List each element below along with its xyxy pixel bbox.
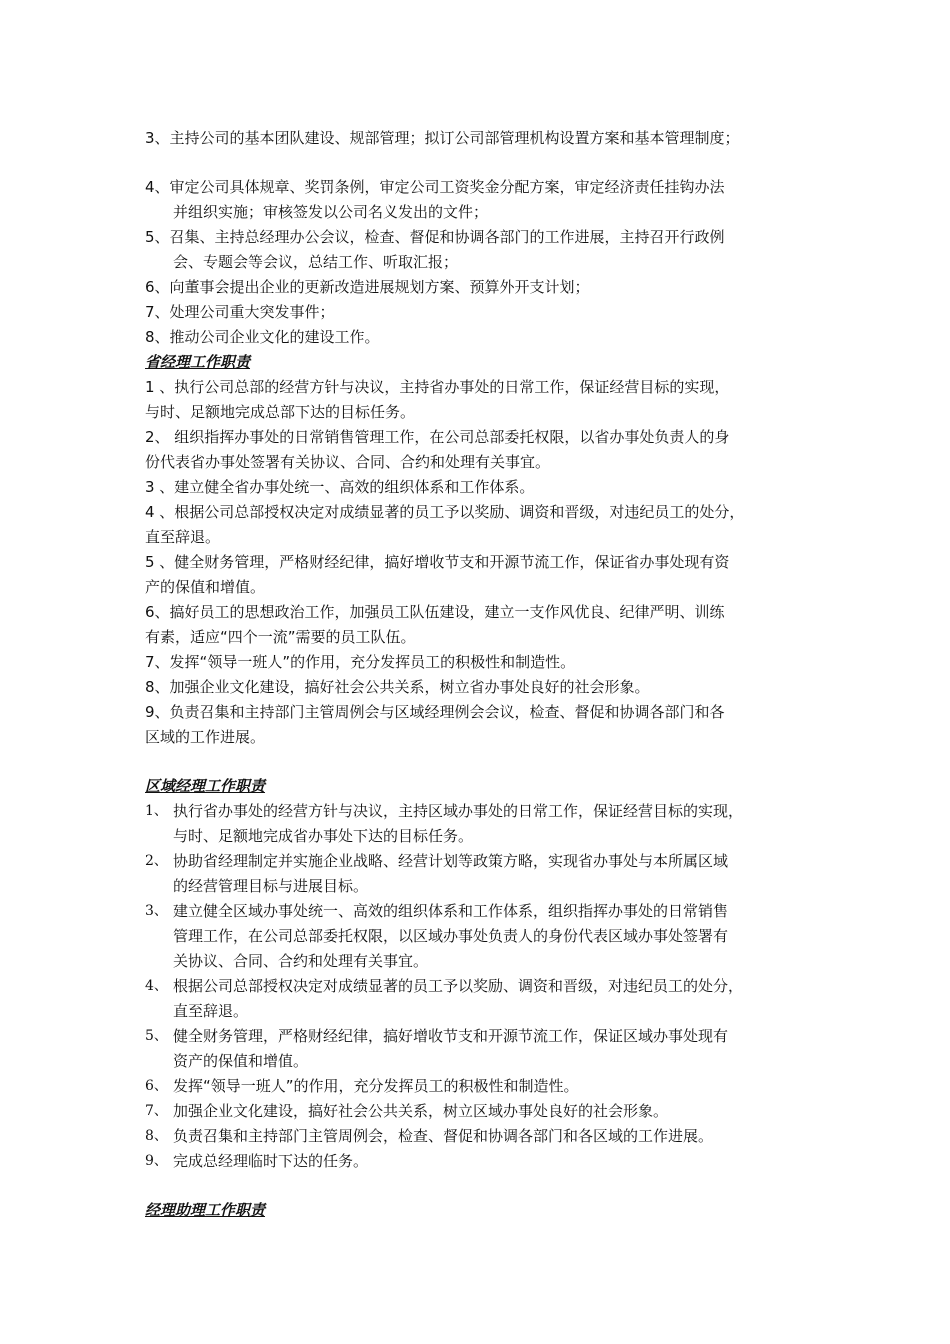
list-item: 4 、根据公司总部授权决定对成绩显著的员工予以奖励、调资和晋级，对违纪员工的处分， 直至辞退。	[145, 503, 745, 546]
list-number: 3、	[145, 903, 168, 919]
list-item: 6、 发挥“领导一班人”的作用，充分发挥员工的积极性和制造性。	[145, 1074, 825, 1099]
list-item: 8、加强企业文化建设，搞好社会公共关系，树立省办事处良好的社会形象。	[145, 678, 650, 696]
list-item: 3、 建立健全区域办事处统一、高效的组织体系和工作体系，组织指挥办事处的日常销售 管理工作，在公司总部委托权限，以区域办事处负责人的身份代表区域办事处签署有 关协议、合同、合约和处理有关事宜。	[145, 899, 825, 974]
section-heading: 省经理工作职责	[145, 353, 251, 371]
list-item: 8、 负责召集和主持部门主管周例会，检查、督促和协调各部门和各区域的工作进展。	[145, 1124, 825, 1149]
list-number: 1、	[145, 803, 168, 819]
section-heading: 经理助理工作职责	[145, 1201, 266, 1219]
list-item: 3、主持公司的基本团队建设、规部管理；拟订公司部管理机构设置方案和基本管理制度；	[145, 129, 740, 147]
list-item: 1、 执行省办事处的经营方针与决议，主持区域办事处的日常工作，保证经营目标的实现， 与时、足额地完成省办事处下达的目标任务。	[145, 799, 825, 849]
list-item: 7、发挥“领导一班人”的作用，充分发挥员工的积极性和制造性。	[145, 653, 576, 671]
list-item: 2、 组织指挥办事处的日常销售管理工作，在公司总部委托权限，以省办事处负责人的身 份代表省办事处签署有关协议、合同、合约和处理有关事宜。	[145, 428, 730, 471]
list-item: 7、 加强企业文化建设，搞好社会公共关系，树立区域办事处良好的社会形象。	[145, 1099, 825, 1124]
list-item: 4、审定公司具体规章、奖罚条例，审定公司工资奖金分配方案，审定经济责任挂钩办法 并组织实施；审核签发以公司名义发出的文件；	[145, 178, 725, 221]
list-item: 6、向董事会提出企业的更新改造进展规划方案、预算外开支计划；	[145, 278, 590, 296]
list-number: 9、	[145, 1153, 168, 1169]
province-manager-duties	[145, 350, 825, 750]
list-item: 5、召集、主持总经理办公会议，检查、督促和协调各部门的工作进展，主持召开行政例 会、专题会等会议，总结工作、听取汇报；	[145, 228, 725, 271]
regional-manager-duties	[145, 774, 825, 1174]
list-item: 3 、建立健全省办事处统一、高效的组织体系和工作体系。	[145, 478, 535, 496]
list-item: 7、处理公司重大突发事件；	[145, 303, 335, 321]
list-item: 9、 完成总经理临时下达的任务。	[145, 1149, 825, 1174]
list-item: 8、推动公司企业文化的建设工作。	[145, 328, 380, 346]
assistant-duties	[145, 1198, 825, 1223]
general-manager-duties	[145, 126, 825, 350]
list-number: 4、	[145, 978, 168, 994]
list-item: 1 、执行公司总部的经营方针与决议，主持省办事处的日常工作，保证经营目标的实现， 与时、足额地完成总部下达的目标任务。	[145, 378, 730, 421]
list-number: 2、	[145, 853, 168, 869]
list-item: 5、 健全财务管理，严格财经纪律，搞好增收节支和开源节流工作，保证区域办事处现有 资产的保值和增值。	[145, 1024, 825, 1074]
list-item: 2、 协助省经理制定并实施企业战略、经营计划等政策方略，实现省办事处与本所属区域 的经营管理目标与进展目标。	[145, 849, 825, 899]
list-item: 6、搞好员工的思想政治工作，加强员工队伍建设，建立一支作风优良、纪律严明、训练 有素，适应“四个一流”需要的员工队伍。	[145, 603, 725, 646]
section-heading: 区域经理工作职责	[145, 777, 266, 795]
list-number: 7、	[145, 1103, 168, 1119]
list-item: 4、 根据公司总部授权决定对成绩显著的员工予以奖励、调资和晋级，对违纪员工的处分， 直至辞退。	[145, 974, 825, 1024]
list-number: 8、	[145, 1128, 168, 1144]
list-number: 6、	[145, 1078, 168, 1094]
list-item: 9、负责召集和主持部门主管周例会与区域经理例会会议，检查、督促和协调各部门和各 区域的工作进展。	[145, 703, 725, 746]
list-number: 5、	[145, 1028, 168, 1044]
document-body	[145, 126, 825, 1223]
list-item: 5 、健全财务管理，严格财经纪律，搞好增收节支和开源节流工作，保证省办事处现有资 产的保值和增值。	[145, 553, 730, 596]
